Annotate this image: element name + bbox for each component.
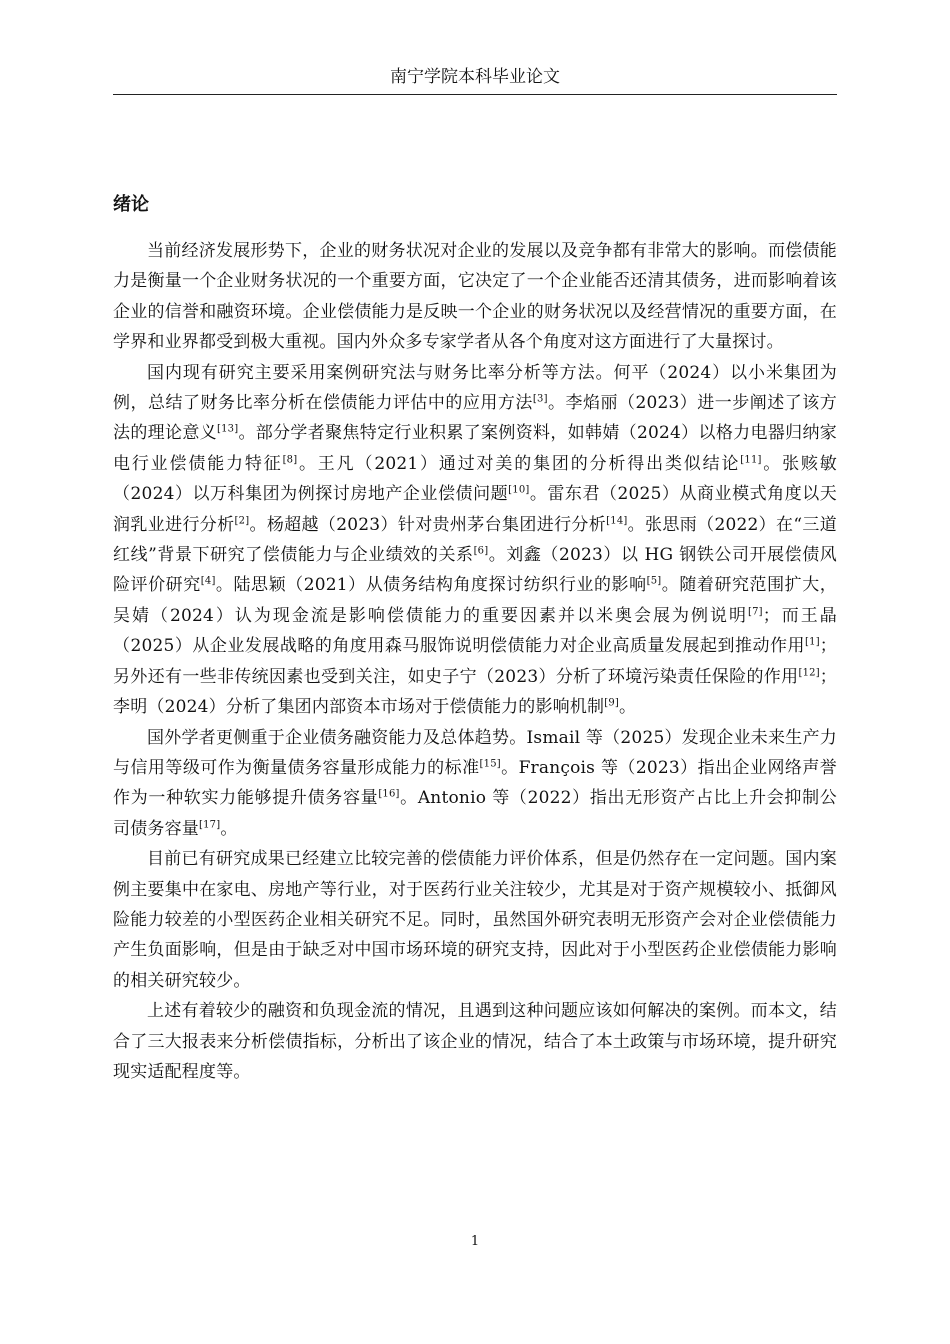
header-title: 南宁学院本科毕业论文 [390,67,560,87]
citation-ref: [4] [200,575,216,587]
paragraph-text: ；另外还有一些非传统因素也受到关注，如史子宁（2023）分析了环境污染责任保险的作用 [113,636,837,687]
citation-ref: [16] [378,788,400,800]
paragraph-text: 上述有着较少的融资和负现金流的情况，且遇到这种问题应该如何解决的案例。而本文，结合了三大报表来分析偿债指标，分析出了该企业的情况，结合了本土政策与市场环境，提升研究现实适配程度等。 [113,1001,837,1082]
citation-ref: [5] [646,575,662,587]
paragraph-text: 。雷东君（2025）从商业模式角度以天润乳业进行分析 [113,484,837,535]
body-paragraphs [113,236,837,1087]
body-paragraph [113,723,837,845]
citation-ref: [17] [199,819,221,831]
paragraph-text: 。张思雨（2022）在“三道红线”背景下研究了偿债能力与企业绩效的关系 [113,514,837,566]
paragraph-text: 。部分学者聚焦特定行业积累了案例资料，如韩婧（2024）以格力电器归纳家电行业偿债能力特征 [113,423,838,474]
paragraph-text: 。李焰丽（2023）进一步阐述了该方法的理论意义 [113,393,837,444]
citation-ref: [13] [216,423,239,435]
body-paragraph [113,236,837,358]
body-paragraph [113,996,837,1087]
citation-ref: [12] [798,667,820,679]
body-paragraph [113,358,837,723]
citation-ref: [1] [805,636,820,648]
paragraph-text: 。张赅敏（2024）以万科集团为例探讨房地产企业偿债问题 [113,453,837,505]
paragraph-text: 。 [619,697,637,718]
citation-ref: [11] [740,454,762,466]
citation-ref: [7] [748,606,763,618]
paragraph-text: 。Antonio 等（2022）指出无形资产占比上升会抑制公司债务容量 [113,788,837,839]
paragraph-text: 。杨超越（2023）针对贵州茅台集团进行分析 [249,514,607,535]
paragraph-text: 国外学者更侧重于企业债务融资能力及总体趋势。Ismail 等（2025）发现企业未来生产力与信用等级可作为衡量债务容量形成能力的标准 [113,727,837,778]
citation-ref: [3] [532,393,548,405]
citation-ref: [2] [234,515,250,526]
citation-ref: [9] [604,697,620,709]
paragraph-text: ；李明（2024）分析了集团内部资本市场对于偿债能力的影响机制 [113,666,837,718]
page-number: 1 [470,1234,480,1249]
paragraph-text: 目前已有研究成果已经建立比较完善的偿债能力评价体系，但是仍然存在一定问题。国内案例主要集中在家电、房地产等行业，对于医药行业关注较少，尤其是对于资产规模较小、抵御风险能力较差的小型医药企业相关研究不足。同时，虽然国外研究表明无形资产会对企业偿债能力产生负面影响，但是由于缺乏对中国市场环境的研究支持，因此对于小型医药企业偿债能力影响的相关研究较少。 [113,849,837,991]
citation-ref: [10] [508,484,530,496]
paragraph-text: 。王凡（2021）通过对美的集团的分析得出类似结论 [297,453,741,474]
citation-ref: [14] [606,515,628,526]
citation-ref: [6] [473,545,489,557]
running-header [113,64,837,95]
paragraph-text: 。刘鑫（2023）以 HG 钢铁公司开展偿债风险评价研究 [113,545,838,596]
paragraph-text: 。陆思颖（2021）从债务结构角度探讨纺织行业的影响 [215,575,647,596]
section-title: 绪论 [113,194,149,215]
main-content [113,190,837,1087]
paragraph-text: 。François 等（2023）指出企业网络声誉作为一种软实力能够提升债务容量 [113,757,837,809]
body-paragraph [113,844,837,996]
paragraph-text: 当前经济发展形势下，企业的财务状况对企业的发展以及竞争都有非常大的影响。而偿债能力是衡量一个企业财务状况的一个重要方面，它决定了一个企业能否还清其债务，进而影响着该企业的信誉和融资环境。企业偿债能力是反映一个企业的财务状况以及经营情况的重要方面，在学界和业界都受到极大重视。国内外众多专家学者从各个角度对这方面进行了大量探讨。 [113,241,837,353]
paragraph-text: 。随着研究范围扩大，吴婧（2024）认为现金流是影响偿债能力的重要因素并以米奥会展为例说明 [113,575,837,626]
paragraph-text: 国内现有研究主要采用案例研究法与财务比率分析等方法。何平（2024）以小米集团为例，总结了财务比率分析在偿债能力评估中的应用方法 [113,362,837,414]
paragraph-text: ；而王晶（2025）从企业发展战略的角度用森马服饰说明偿债能力对企业高质量发展起到推动作用 [113,605,837,657]
paragraph-text: 。 [220,818,238,839]
citation-ref: [8] [282,454,298,466]
citation-ref: [15] [479,758,501,770]
